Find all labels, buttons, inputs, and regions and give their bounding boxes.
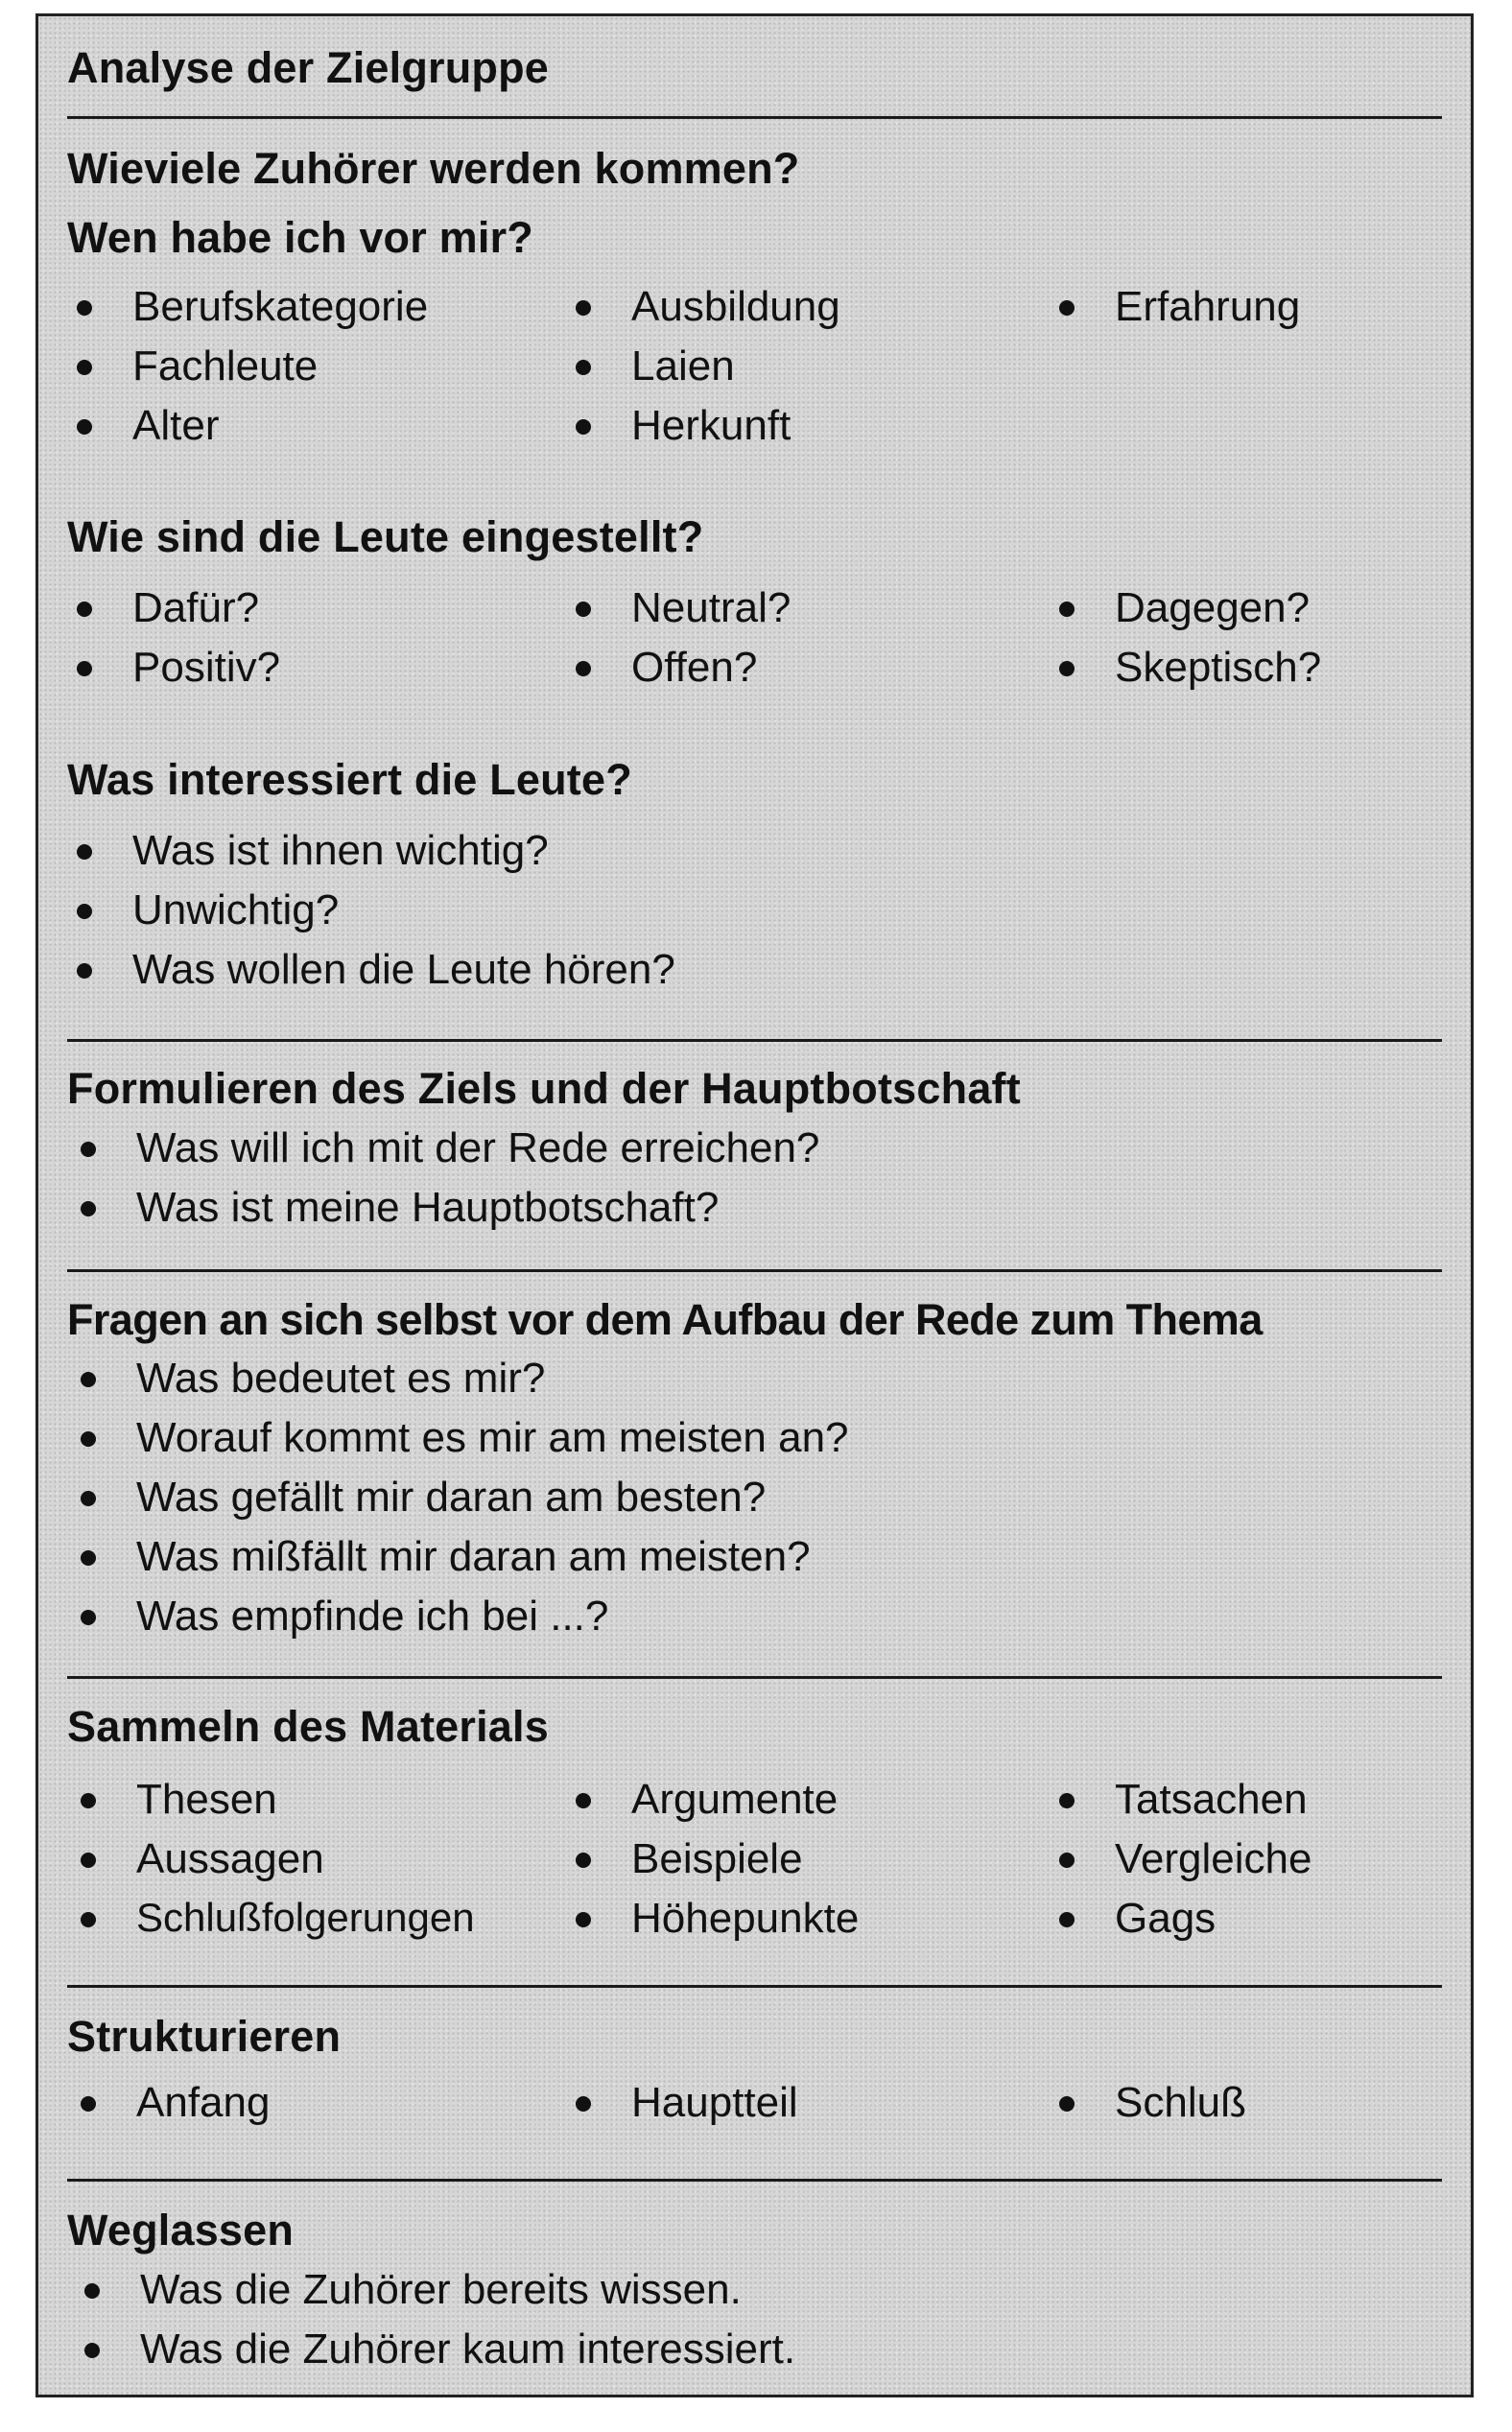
bullet-icon bbox=[1059, 2096, 1075, 2112]
bullet-icon bbox=[81, 1431, 96, 1447]
bullet-icon bbox=[576, 1793, 591, 1808]
bullet-icon bbox=[81, 2096, 96, 2112]
bullet-icon bbox=[1059, 602, 1075, 617]
bullet-icon bbox=[81, 1491, 96, 1506]
bullet-icon bbox=[576, 602, 591, 617]
section-title-ziel: Formulieren des Ziels und der Hauptbotschaft bbox=[67, 1064, 1021, 1113]
section-title-weglassen: Weglassen bbox=[67, 2206, 295, 2255]
bullet-icon bbox=[1059, 1853, 1075, 1868]
bullet-icon bbox=[81, 1912, 96, 1927]
bullet-icon bbox=[576, 419, 591, 435]
bullet-icon bbox=[576, 661, 591, 676]
bullet-icon bbox=[576, 300, 591, 316]
section-title-fragen: Fragen an sich selbst vor dem Aufbau der Rede zum Thema bbox=[67, 1295, 1263, 1344]
bullet-icon bbox=[576, 360, 591, 375]
bullet-icon bbox=[77, 419, 92, 435]
bullet-icon bbox=[81, 1610, 96, 1625]
divider bbox=[67, 1269, 1442, 1272]
bullet-icon bbox=[576, 1912, 591, 1927]
bullet-icon bbox=[81, 1142, 96, 1157]
bullet-icon bbox=[77, 904, 92, 919]
question-audience: Wen habe ich vor mir? bbox=[67, 213, 533, 262]
bullet-icon bbox=[77, 602, 92, 617]
bullet-icon bbox=[576, 2096, 591, 2112]
bullet-icon bbox=[81, 1853, 96, 1868]
bullet-icon bbox=[84, 2283, 100, 2299]
bullet-icon bbox=[1059, 1793, 1075, 1808]
bullet-icon bbox=[1059, 1912, 1075, 1927]
bullet-icon bbox=[77, 661, 92, 676]
bullet-icon bbox=[1059, 300, 1075, 316]
bullet-icon bbox=[77, 844, 92, 860]
divider bbox=[67, 1039, 1442, 1042]
section-title-struktur: Strukturieren bbox=[67, 2012, 342, 2061]
checklist-content: Analyse der Zielgruppe Wieviele Zuhörer werden kommen? Wen habe ich vor mir? Berufskategorie Ausbildung Erfahrung Fachleute Laien Alter Herkunft Wie sind die Leute eingestellt? Dafür? Neutral? Dagegen? Positiv? Offen? Skeptisch? Was interessiert die Leute? Was ist ihnen wichtig? Unwichtig? Was wollen die Leute hören? Formulieren des Ziels und der Hauptbotschaft Was will ich mit der Rede erreichen? Was ist meine Hauptbotschaft? Fragen an sich selbst vor dem Aufbau der Rede zum Thema Was bedeutet es mir? Worauf kommt es mir am meisten an? Was gefällt mir daran am besten? Was mißfällt mir daran am meisten? Was empfinde ich bei ...? Sammeln des Materials Thesen Argumente Tatsachen Aussagen Beispiele Vergleiche Schlußfolgerungen Höhepunkte Gags Strukturieren Anfang Hauptteil Schluß Weglassen Was die Zuhörer bereits wissen. Was die Zuhörer kaum interessiert. bbox=[67, 16, 1442, 2395]
bullet-icon bbox=[81, 1372, 96, 1387]
bullet-icon bbox=[576, 1853, 591, 1868]
section-title-material: Sammeln des Materials bbox=[67, 1702, 549, 1751]
bullet-icon bbox=[1059, 661, 1075, 676]
section-title-analyse: Analyse der Zielgruppe bbox=[67, 43, 550, 92]
divider bbox=[67, 1676, 1442, 1679]
bullet-icon bbox=[81, 1550, 96, 1566]
divider bbox=[67, 2179, 1442, 2182]
bullet-icon bbox=[77, 963, 92, 979]
bullet-icon bbox=[77, 300, 92, 316]
question-attitude: Wie sind die Leute eingestellt? bbox=[67, 512, 704, 561]
bullet-icon bbox=[81, 1201, 96, 1216]
bullet-icon bbox=[77, 360, 92, 375]
checklist-box bbox=[35, 13, 1474, 2397]
bullet-icon bbox=[81, 1793, 96, 1808]
divider bbox=[67, 1985, 1442, 1988]
bullet-icon bbox=[84, 2343, 100, 2358]
divider bbox=[67, 116, 1442, 119]
question-interests: Was interessiert die Leute? bbox=[67, 755, 632, 804]
question-count-listeners: Wieviele Zuhörer werden kommen? bbox=[67, 144, 800, 193]
